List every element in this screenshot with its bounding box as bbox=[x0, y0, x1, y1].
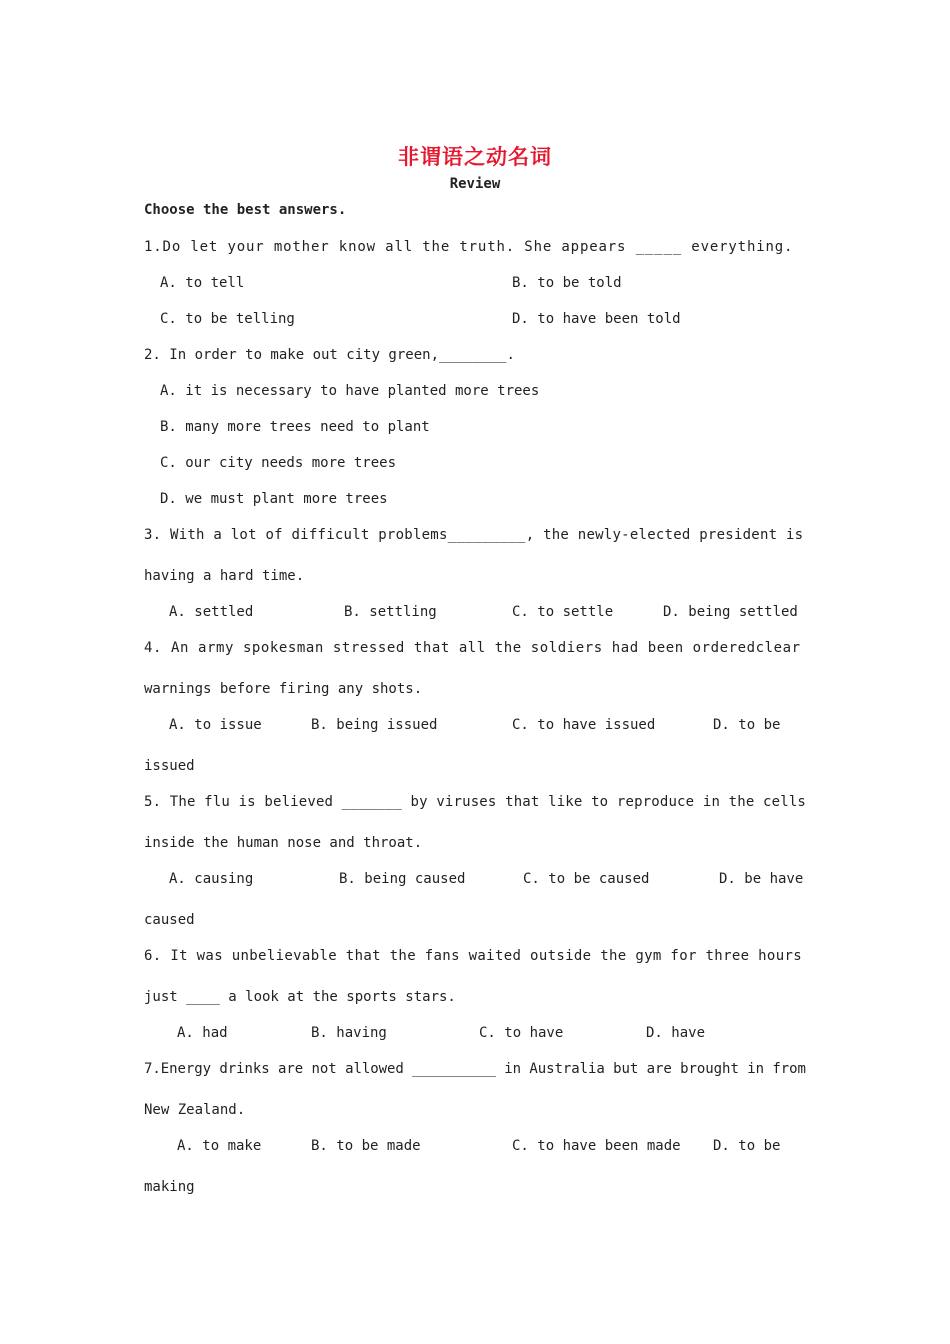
question-7-option-d-continued: making bbox=[144, 1179, 195, 1195]
question-1-blank: _____ bbox=[635, 239, 683, 255]
question-6-stem-line1: 6. It was unbelievable that the fans waited outside the gym for three hours bbox=[144, 948, 803, 964]
page-title: 非谓语之动名词 bbox=[398, 144, 552, 169]
question-2-option-d: D. we must plant more trees bbox=[160, 491, 388, 507]
instruction: Choose the best answers. bbox=[144, 202, 347, 218]
question-5-stem-line1: 5. The flu is believed _______ by viruses that like to reproduce in the cells bbox=[144, 794, 807, 810]
question-1-option-b: B. to be told bbox=[512, 275, 622, 291]
question-4-option-b: B. being issued bbox=[311, 717, 438, 733]
question-2-blank: ________ bbox=[439, 347, 507, 363]
question-7-stem-line2: New Zealand. bbox=[144, 1102, 246, 1118]
question-2-option-c: C. our city needs more trees bbox=[160, 455, 397, 471]
question-1-stem bbox=[144, 238, 793, 256]
question-1-text: 1.Do let your mother know all the truth. She appears bbox=[144, 239, 627, 255]
question-4-stem-line2: warnings before firing any shots. bbox=[144, 681, 423, 697]
question-4-option-a: A. to issue bbox=[169, 717, 262, 733]
question-2-text: 2. In order to make out city green, bbox=[144, 347, 440, 363]
question-6-stem-line2: just ____ a look at the sports stars. bbox=[144, 989, 456, 1005]
question-3-option-b: B. settling bbox=[344, 604, 437, 620]
question-7-option-c: C. to have been made bbox=[512, 1138, 681, 1154]
page-subtitle: Review bbox=[449, 176, 501, 192]
question-1-option-c: C. to be telling bbox=[160, 311, 295, 327]
question-5-option-a: A. causing bbox=[169, 871, 254, 887]
question-4-option-d-continued: issued bbox=[144, 758, 195, 774]
question-7-option-a: A. to make bbox=[177, 1138, 262, 1154]
question-1-option-a: A. to tell bbox=[160, 275, 245, 291]
question-3-stem-line1: 3. With a lot of difficult problems_________, the newly-elected president is bbox=[144, 527, 804, 543]
question-5-option-c: C. to be caused bbox=[523, 871, 650, 887]
question-6-option-a: A. had bbox=[177, 1025, 228, 1041]
question-2-option-b: B. many more trees need to plant bbox=[160, 419, 430, 435]
question-3-option-a: A. settled bbox=[169, 604, 254, 620]
question-3-stem-line2: having a hard time. bbox=[144, 568, 305, 584]
question-5-stem-line2: inside the human nose and throat. bbox=[144, 835, 423, 851]
question-5-option-b: B. being caused bbox=[339, 871, 466, 887]
question-6-option-c: C. to have bbox=[479, 1025, 564, 1041]
question-7-stem-line1: 7.Energy drinks are not allowed __________ in Australia but are brought in from bbox=[144, 1061, 806, 1077]
question-6-option-b: B. having bbox=[311, 1025, 387, 1041]
question-2-stem bbox=[144, 346, 515, 364]
question-3-option-d: D. being settled bbox=[663, 604, 798, 620]
question-1-option-d: D. to have been told bbox=[512, 311, 681, 327]
question-7-option-d: D. to be bbox=[713, 1138, 781, 1154]
question-5-option-d-continued: caused bbox=[144, 912, 195, 928]
question-3-option-c: C. to settle bbox=[512, 604, 614, 620]
question-2-option-a: A. it is necessary to have planted more trees bbox=[160, 383, 540, 399]
question-6-option-d: D. have bbox=[646, 1025, 706, 1041]
question-5-option-d: D. be have bbox=[719, 871, 804, 887]
question-7-option-b: B. to be made bbox=[311, 1138, 421, 1154]
question-4-stem-line1: 4. An army spokesman stressed that all the soldiers had been orderedclear bbox=[144, 640, 801, 656]
question-4-option-d: D. to be bbox=[713, 717, 781, 733]
question-4-option-c: C. to have issued bbox=[512, 717, 656, 733]
question-1-text-end: everything. bbox=[691, 239, 794, 255]
question-2-period: . bbox=[506, 347, 515, 363]
